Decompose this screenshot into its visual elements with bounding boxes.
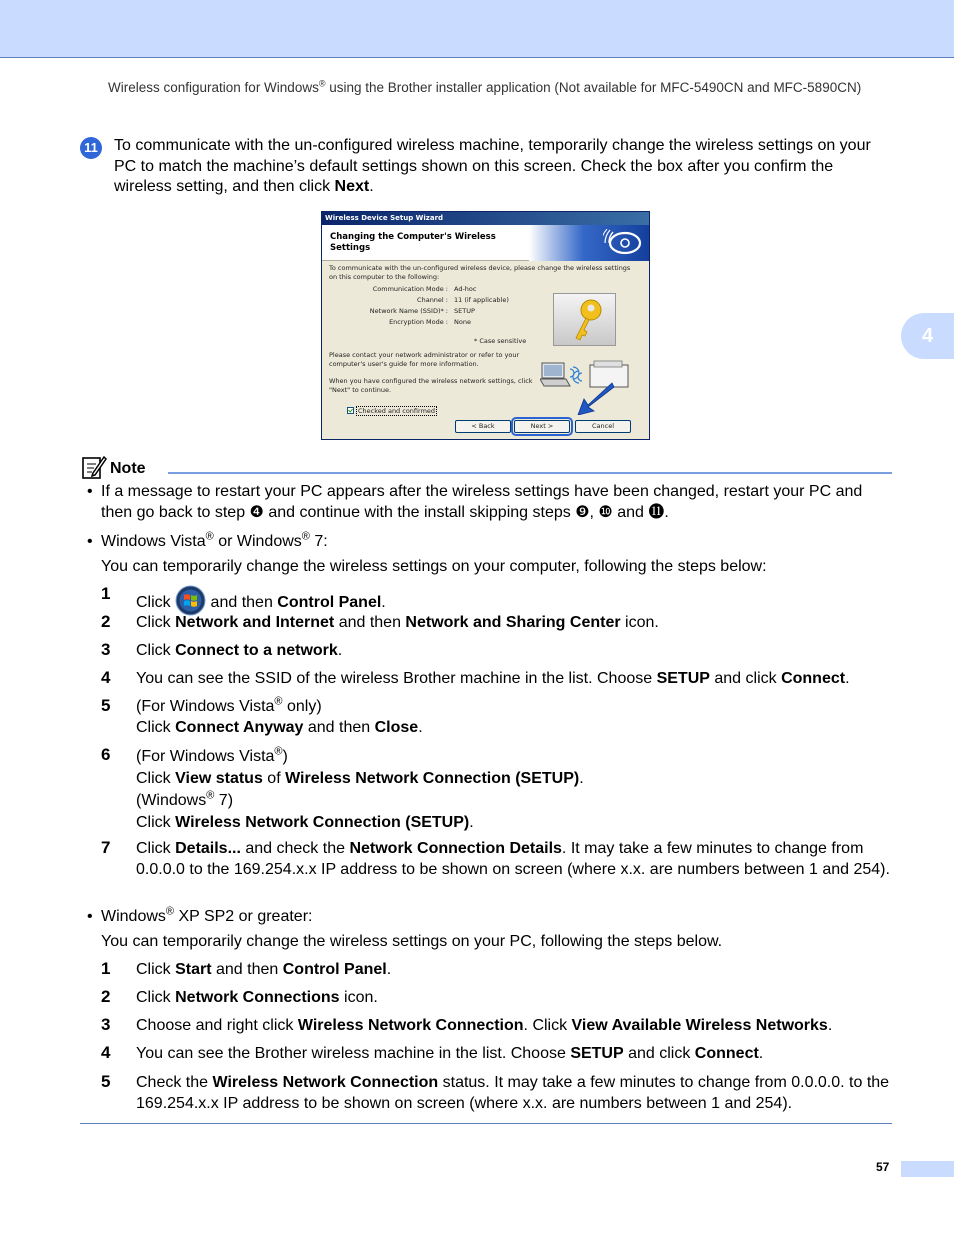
device-illustration (540, 359, 632, 415)
key-image (553, 293, 616, 346)
case-sensitive-note: * Case sensitive (474, 337, 527, 345)
dialog-body (322, 261, 649, 439)
step-11-badge: 11 (80, 137, 102, 159)
setting-row: Communication Mode : Ad-hoc (372, 285, 477, 293)
vista-step-6: (For Windows Vista®) Click View status of Wireless Network Connection (SETUP). (Windows® 7) Click Wireless Network Connection (SETUP). (136, 745, 584, 831)
note-pencil-icon (81, 454, 107, 480)
xp-step-2: Click Network Connections icon. (136, 989, 378, 1006)
checked-and-confirmed-checkbox[interactable]: Checked and confirmed (347, 407, 437, 415)
step-number: 6 (101, 745, 111, 764)
step-number: 3 (101, 640, 111, 659)
vista7-intro: You can temporarily change the wireless settings on your computer, following the steps below: (101, 558, 767, 575)
checkbox-box[interactable] (347, 407, 354, 414)
wizard-dialog-screenshot (321, 211, 650, 440)
setting-row: Encryption Mode : None (389, 318, 471, 326)
cancel-button[interactable]: Cancel (575, 420, 631, 433)
footer-tab (901, 1161, 954, 1177)
laptop-printer-icon (540, 359, 632, 415)
vista-step-4: You can see the SSID of the wireless Brother machine in the list. Choose SETUP and click Connect. (136, 670, 850, 687)
step-number: 4 (101, 668, 111, 687)
dialog-banner (529, 225, 649, 261)
dialog-intro: To communicate with the un-configured wireless device, please change the wireless settings on this computer to the following: (329, 264, 631, 281)
step-number: 2 (101, 612, 111, 631)
back-button[interactable]: < Back (455, 420, 511, 433)
step-11-text: To communicate with the un-configured wireless machine, temporarily change the wireless settings on your PC to match the machine’s default settings shown on this screen. Check the box after you confirm the wireless setting, and then click Next. (114, 137, 871, 195)
chapter-tab: 4 (901, 313, 954, 359)
xp-step-3: Choose and right click Wireless Network Connection. Click View Available Wireless Networks. (136, 1017, 833, 1034)
wireless-logo-icon (603, 229, 643, 257)
windows-start-orb-icon (175, 585, 206, 616)
key-icon (554, 294, 617, 347)
note-bullet-restart: If a message to restart your PC appears after the wireless settings have been changed, restart your PC and then go back to step ❹ and continue with the install skipping steps ❾, ❿ and ⓫. (101, 483, 863, 521)
setting-row: Channel : 11 (if applicable) (417, 296, 509, 304)
xp-intro: You can temporarily change the wireless settings on your PC, following the steps below. (101, 933, 723, 950)
continue-instructions: When you have configured the wireless network settings, click "Next" to continue. (329, 377, 533, 394)
page-number: 57 (876, 1160, 890, 1174)
contact-admin-text: Please contact your network administrator or refer to your computer's user's guide for more information. (329, 351, 520, 368)
step-number: 7 (101, 838, 111, 857)
note-title: Note (110, 460, 146, 477)
step-number: 3 (101, 1015, 111, 1034)
bullet-marker: • (87, 908, 93, 925)
step-number: 4 (101, 1043, 111, 1062)
step-number: 5 (101, 1072, 111, 1091)
dialog-heading: Changing the Computer's Wireless Settings (330, 232, 496, 253)
next-button[interactable]: Next > (514, 420, 570, 433)
xp-step-5: Check the Wireless Network Connection status. It may take a few minutes to change from 0.0.0.0. to the 169.254.x.x IP address to be shown on screen (where x.x. are numbers between 1 and 254). (136, 1074, 890, 1112)
setting-row: Network Name (SSID)* : SETUP (369, 307, 475, 315)
dialog-header (322, 225, 649, 261)
bullet-marker: • (87, 483, 93, 500)
step-number: 2 (101, 987, 111, 1006)
step-number: 1 (101, 959, 111, 978)
bottom-rule (80, 1123, 892, 1124)
bullet-marker: • (87, 533, 93, 550)
vista-step-2: Click Network and Internet and then Network and Sharing Center icon. (136, 614, 659, 631)
header-band (0, 0, 954, 58)
note-bullet-xp: Windows® XP SP2 or greater: (101, 905, 313, 925)
step-number: 5 (101, 696, 111, 715)
xp-step-1: Click Start and then Control Panel. (136, 961, 392, 978)
vista-step-1: Click and then Control Panel. (136, 585, 386, 616)
step-number: 1 (101, 584, 111, 603)
xp-step-4: You can see the Brother wireless machine in the list. Choose SETUP and click Connect. (136, 1045, 764, 1062)
note-rule (168, 472, 892, 474)
vista-step-7: Click Details... and check the Network Connection Details. It may take a few minutes to change from 0.0.0.0 to the 169.254.x.x IP address to be shown on screen (where x.x. are numbers between 1 and 254). (136, 840, 890, 878)
vista-step-3: Click Connect to a network. (136, 642, 343, 659)
note-bullet-vista7: Windows Vista® or Windows® 7: (101, 530, 328, 550)
running-header: Wireless configuration for Windows® using the Brother installer application (Not available for MFC-5490CN and MFC-5890CN) (108, 78, 862, 95)
dialog-title-bar: Wireless Device Setup Wizard (322, 212, 649, 225)
vista-step-5: (For Windows Vista® only) Click Connect Anyway and then Close. (136, 695, 423, 736)
